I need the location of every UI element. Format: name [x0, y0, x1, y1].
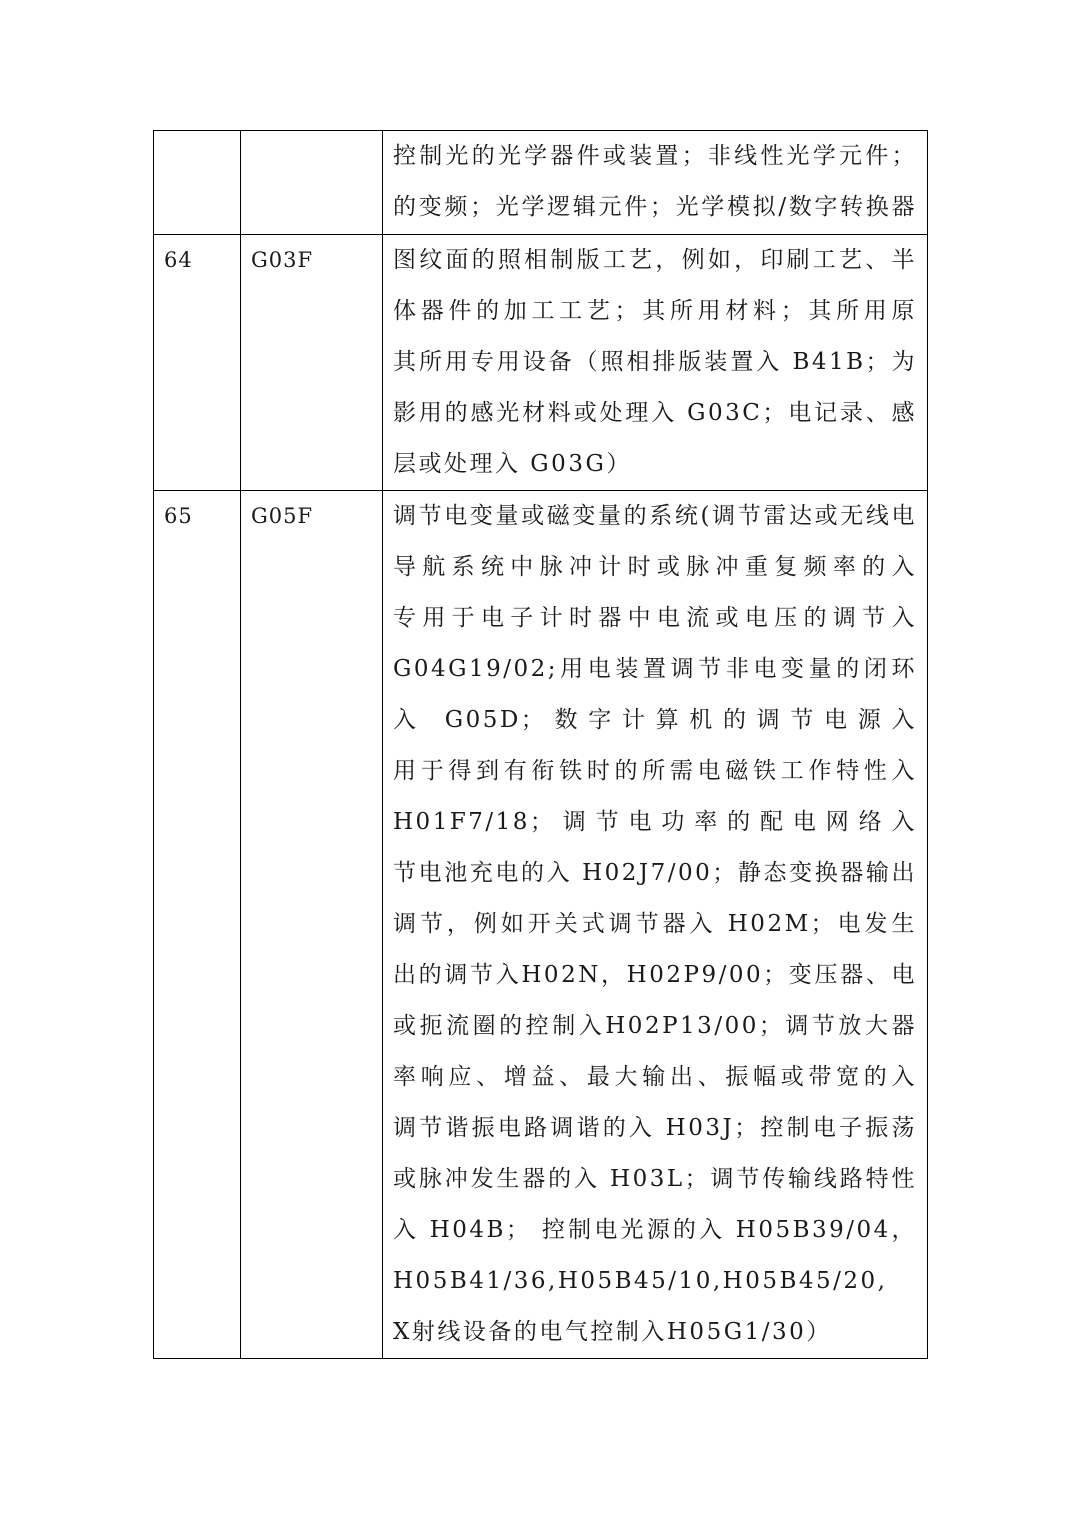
description-line: 或脉冲发生器的入 H03L；调节传输线路特性	[393, 1166, 917, 1192]
row-number: 64	[164, 248, 193, 272]
description-line: H05B41/36,H05B45/10,H05B45/20,	[393, 1268, 888, 1294]
description-line: 专用于电子计时器中电流或电压的调节入	[393, 605, 917, 631]
description-line: G04G19/02;用电装置调节非电变量的闭环	[393, 656, 917, 682]
description-line: 调节，例如开关式调节器入 H02M；电发生	[393, 911, 917, 937]
description-line: 调节电变量或磁变量的系统(调节雷达或无线电	[393, 503, 917, 529]
row-number-cell	[154, 131, 241, 235]
description-line: 率响应、增益、最大输出、振幅或带宽的入	[393, 1064, 917, 1090]
row-number: 65	[164, 504, 193, 528]
ipc-code: G05F	[251, 504, 314, 528]
description-line: 图纹面的照相制版工艺，例如，印刷工艺、半	[393, 247, 917, 273]
description-line: 节电池充电的入 H02J7/00；静态变换器输出	[393, 860, 917, 886]
description-cell	[383, 131, 928, 235]
row-number-cell	[154, 491, 241, 1359]
description-line: 导航系统中脉冲计时或脉冲重复频率的入	[393, 554, 917, 580]
description-line: 其所用专用设备（照相排版装置入 B41B；为	[393, 349, 917, 375]
description-line: 或扼流圈的控制入H02P13/00；调节放大器	[393, 1013, 917, 1039]
description-line: 入 G05D；数字计算机的调节电源入	[393, 707, 917, 733]
table-row	[154, 131, 928, 235]
description	[383, 235, 927, 490]
description-line: 体器件的加工工艺；其所用材料；其所用原	[393, 298, 917, 324]
description-line: 调节谐振电路调谐的入 H03J；控制电子振荡	[393, 1115, 917, 1141]
table-row	[154, 235, 928, 491]
classification-table	[153, 130, 928, 1359]
table-row	[154, 491, 928, 1359]
ipc-code-cell	[241, 491, 383, 1359]
ipc-code-cell	[241, 131, 383, 235]
description-line: 出的调节入H02N，H02P9/00；变压器、电	[393, 962, 917, 988]
description-line: 入 H04B； 控制电光源的入 H05B39/04，	[393, 1217, 917, 1243]
description-line: 的变频；光学逻辑元件；光学模拟/数字转换器	[393, 194, 917, 220]
ipc-code-cell	[241, 235, 383, 491]
description-cell	[383, 491, 928, 1359]
description-line: X射线设备的电气控制入H05G1/30）	[393, 1319, 832, 1345]
row-number-cell	[154, 235, 241, 491]
description-line: 用于得到有衔铁时的所需电磁铁工作特性入	[393, 758, 917, 784]
description-line: 层或处理入 G03G）	[393, 451, 632, 477]
description-line: H01F7/18；调节电功率的配电网络入	[393, 809, 917, 835]
description-line: 控制光的光学器件或装置；非线性光学元件；	[393, 143, 917, 169]
description	[383, 131, 927, 233]
ipc-code: G03F	[251, 248, 314, 272]
description	[383, 491, 927, 1358]
description-cell	[383, 235, 928, 491]
description-line: 影用的感光材料或处理入 G03C；电记录、感	[393, 400, 917, 426]
